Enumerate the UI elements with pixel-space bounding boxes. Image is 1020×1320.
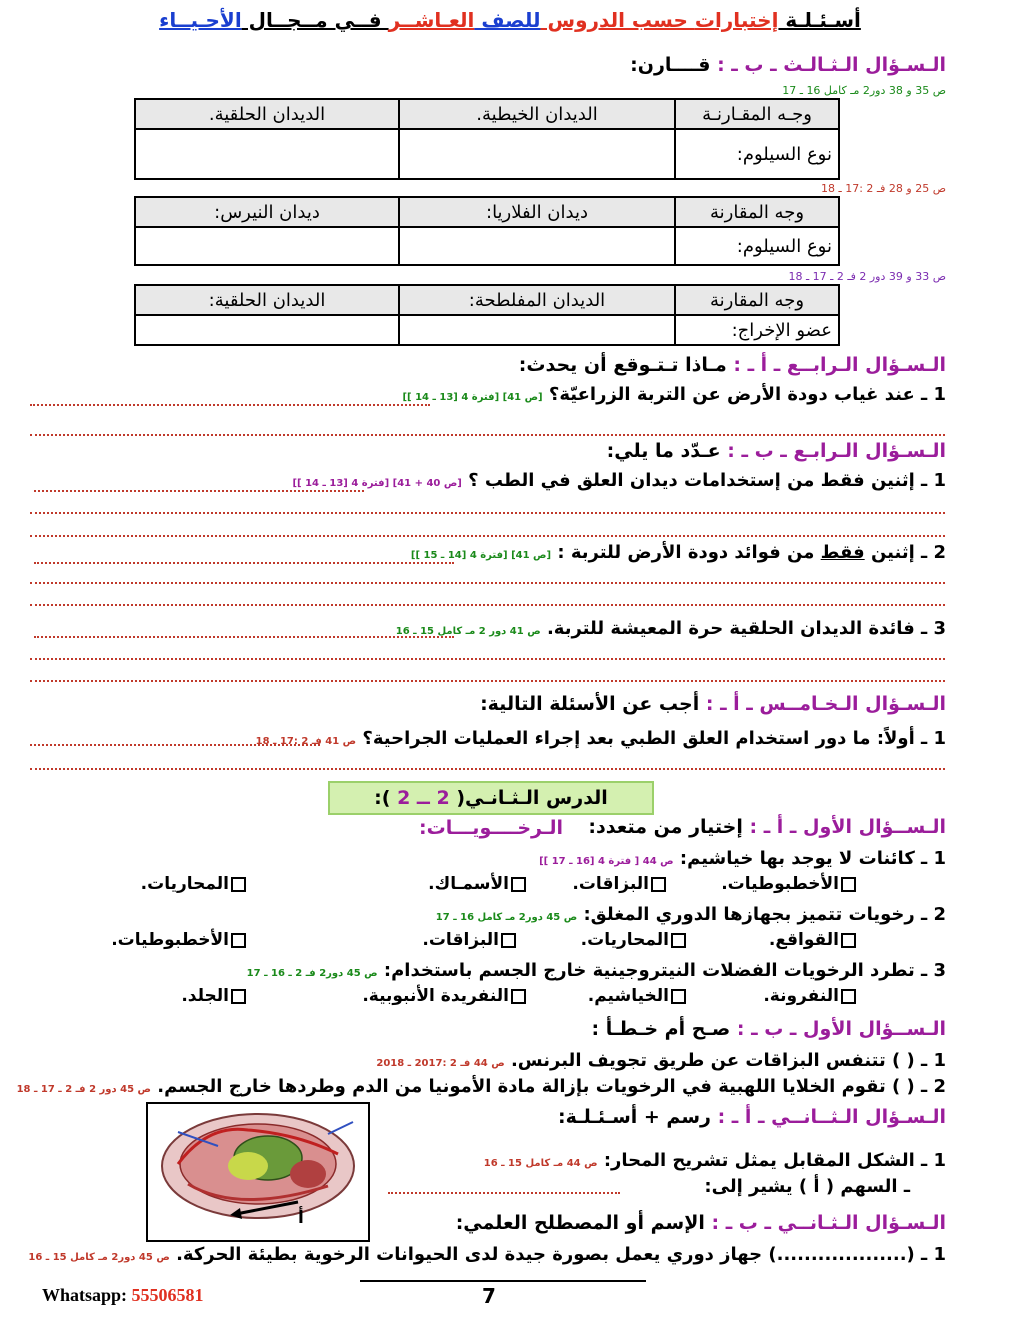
- answer-line: [30, 434, 945, 436]
- header-part-3: حسب الدروس: [540, 8, 695, 32]
- arrow-label: أ: [298, 1208, 304, 1228]
- checkbox-icon[interactable]: [841, 989, 856, 1004]
- section-5a-title: أجب عن الأسئلة التالية:: [480, 693, 706, 715]
- section-1b-label: الـســؤال الأول ـ ب ـ :: [736, 1018, 946, 1040]
- header-part-6: فــي مــجــال: [241, 8, 389, 32]
- answer-line: [34, 636, 454, 638]
- q2b-1-ref: ص 45 دور2 مـ كامل 15 ـ 16: [28, 1252, 170, 1263]
- header-part-5: العـاشــر: [388, 8, 475, 32]
- q4b-3: [396, 618, 946, 639]
- q1a-1: [539, 848, 946, 869]
- compare-table-3: [134, 284, 840, 346]
- q1a-2-option-4[interactable]: [111, 930, 246, 950]
- q1a-3-option-4-label: الجلد.: [181, 986, 229, 1006]
- table2-answer-1: [399, 227, 675, 265]
- q2b-1: [28, 1244, 946, 1265]
- section-4a-label: الـسـؤال الـرابــع ـ أ ـ :: [733, 354, 946, 376]
- table1-answer-2: [135, 129, 399, 179]
- checkbox-icon[interactable]: [501, 933, 516, 948]
- q1a-1-option-4-label: المحاريات.: [140, 874, 229, 894]
- q1a-3: [247, 960, 946, 981]
- checkbox-icon[interactable]: [511, 989, 526, 1004]
- header-part-1: أسـئـلـة: [778, 8, 861, 32]
- q1a-1-ref: ص 44 [ فترة 4 [16 ـ 17 ]]: [539, 856, 674, 867]
- checkbox-icon[interactable]: [231, 989, 246, 1004]
- table2-header-col1: ديدان الفلاريا:: [399, 197, 675, 227]
- section-2a-label: الـسـؤال الـثــانــي ـ أ ـ :: [717, 1106, 946, 1128]
- q2a-1: [484, 1150, 946, 1171]
- q1a-2-option-3-label: البزاقات.: [422, 930, 499, 950]
- header-part-7: الأحـيــاء: [159, 8, 242, 32]
- q1a-3-option-1-label: النفرونة.: [763, 986, 839, 1006]
- answer-line: [30, 404, 430, 406]
- q1a-2-option-2[interactable]: [581, 930, 686, 950]
- section-1b-title: صـح أم خـطـأ :: [591, 1018, 737, 1040]
- section-2a-title: رسم + أسـئـلـة:: [557, 1106, 718, 1128]
- lesson-banner: [328, 781, 654, 839]
- q1a-2-option-3[interactable]: [422, 930, 516, 950]
- q5a-1-text: 1 ـ أولاً: ما دور استخدام العلق الطبي بعد إجراء العمليات الجراحية؟: [362, 728, 946, 749]
- checkbox-icon[interactable]: [231, 877, 246, 892]
- q4b-2-text-a: 2 ـ إثنين: [864, 542, 946, 563]
- q2a-1-text: 1 ـ الشكل المقابل يمثل تشريح المحار:: [603, 1150, 946, 1171]
- section-4b-title: عـدّد ما يلي:: [606, 440, 728, 462]
- whatsapp-contact: [42, 1285, 204, 1306]
- section-1b-heading: [592, 1018, 946, 1040]
- table1-header-aspect: وجـه المقـارنـة: [675, 99, 839, 129]
- q5a-1: [256, 728, 946, 749]
- q1a-3-option-2[interactable]: [588, 986, 686, 1006]
- q4b-3-text: 3 ـ فائدة الديدان الحلقية حرة المعيشة للتربة.: [546, 618, 946, 639]
- lesson-title: الـرخــــويـــات:: [419, 817, 563, 839]
- q4b-2-text-b: فقط: [820, 542, 865, 563]
- section-5a-label: الـسـؤال الـخـامــس ـ أ ـ :: [705, 693, 946, 715]
- section-4b-heading: [607, 440, 946, 462]
- compare-table-2: [134, 196, 840, 266]
- q1a-2-option-4-label: الأخطبوطيات.: [111, 930, 229, 950]
- whatsapp-number: 55506581: [131, 1285, 204, 1305]
- section-4a-heading: [519, 354, 946, 376]
- section-2a-heading: [558, 1106, 946, 1128]
- q1a-1-text: 1 ـ كائنات لا يوجد بها خياشيم:: [679, 848, 946, 869]
- q1a-3-ref: ص 45 دور2 فـ 2 ـ 16 ـ 17: [246, 968, 378, 979]
- table3-header-col1: الديدان المفلطحة:: [399, 285, 675, 315]
- q1a-1-option-3-label: الأسمـاك.: [428, 874, 509, 894]
- answer-line: [388, 1192, 620, 1194]
- q1a-1-option-2[interactable]: [572, 874, 666, 894]
- section-4a-title: مـاذا تـتـوقع أن يحدث:: [518, 354, 734, 376]
- table3-answer-1: [399, 315, 675, 345]
- footer-rule: [360, 1280, 646, 1282]
- answer-line: [30, 604, 945, 606]
- q1a-1-option-1[interactable]: [721, 874, 856, 894]
- q1b-2-ref: ص 45 دور 2 فـ 2 ـ 17 ـ 18: [16, 1084, 151, 1095]
- q4b-1-ref: [ص 40 + 41] [فترة 4 [13 ـ 14 ]]: [292, 478, 462, 489]
- ref-table-2: ص 25 و 28 فـ 2 :17 ـ 18: [820, 182, 946, 195]
- answer-line: [30, 768, 945, 770]
- checkbox-icon[interactable]: [651, 877, 666, 892]
- q1a-1-option-3[interactable]: [428, 874, 526, 894]
- checkbox-icon[interactable]: [671, 933, 686, 948]
- table1-row-label: نوع السيلوم:: [675, 129, 839, 179]
- q4b-3-ref: ص 41 دور 2 مـ كامل 15 ـ 16: [395, 626, 541, 637]
- ref-table-1: ص 35 و 38 دور2 مـ كامل 16 ـ 17: [782, 84, 946, 97]
- q4a-1: [402, 384, 946, 405]
- q1a-3-option-4[interactable]: [181, 986, 246, 1006]
- q4b-1: [292, 470, 946, 491]
- q1a-2-option-1-label: القواقع.: [768, 930, 839, 950]
- q1b-2-text: 2 ـ ( ) تقوم الخلايا اللهبية في الرخويات بإزالة مادة الأمونيا من الدم وطردها خارج الجسم.: [157, 1076, 946, 1097]
- answer-line: [30, 582, 945, 584]
- q1b-1-ref: ص 44 فـ 2 :2017 ـ 2018: [376, 1058, 505, 1069]
- table2-row-label: نوع السيلوم:: [675, 227, 839, 265]
- answer-line: [30, 680, 945, 682]
- table3-answer-2: [135, 315, 399, 345]
- checkbox-icon[interactable]: [841, 877, 856, 892]
- answer-line: [30, 658, 945, 660]
- answer-line: [30, 512, 945, 514]
- section-5a-heading: [480, 693, 946, 715]
- q1a-3-option-3-label: النفريدة الأنبوبية.: [362, 986, 509, 1006]
- checkbox-icon[interactable]: [231, 933, 246, 948]
- table2-answer-2: [135, 227, 399, 265]
- q4b-2-ref: [ص 41] [فترة 4 [14 ـ 15 ]]: [410, 550, 552, 561]
- section-3b-title: قــــارن:: [630, 54, 718, 76]
- q1a-2-option-2-label: المحاريات.: [580, 930, 669, 950]
- checkbox-icon[interactable]: [841, 933, 856, 948]
- table1-header-col2: الديدان الحلقية.: [135, 99, 399, 129]
- section-1a-heading: [588, 816, 946, 838]
- q2a-1-ref: ص 44 مـ كامل 15 ـ 16: [483, 1158, 598, 1169]
- lesson-sep: ):: [374, 787, 398, 809]
- answer-line: [30, 535, 945, 537]
- section-2b-heading: [456, 1212, 946, 1234]
- q1a-1-option-4[interactable]: [141, 874, 246, 894]
- q1a-3-option-2-label: الخياشيم.: [587, 986, 669, 1006]
- section-1a-title: إختيار من متعدد:: [588, 816, 750, 838]
- section-1a-label: الـســؤال الأول ـ أ ـ :: [749, 816, 946, 838]
- table2-header-col2: ديدان النيرس:: [135, 197, 399, 227]
- q1a-1-option-2-label: البزاقات.: [572, 874, 649, 894]
- ref-table-3: ص 33 و 39 دور 2 فـ 2 ـ 17 ـ 18: [788, 270, 946, 283]
- q1a-2-text: 2 ـ رخويات تتميز بجهازها الدوري المغلق:: [583, 904, 946, 925]
- q2a-1-sub: ـ السهم ( أ ) يشير إلى:: [704, 1176, 910, 1197]
- page-header: [0, 8, 1020, 32]
- lesson-label: الدرس الـثـانـي(: [449, 787, 608, 809]
- q1b-1-text: 1 ـ ( ) تتنفس البزاقات عن طريق تجويف البرنس.: [510, 1050, 946, 1071]
- table3-header-aspect: وجه المقارنة: [675, 285, 839, 315]
- q1a-3-option-1[interactable]: [763, 986, 856, 1006]
- q1b-1: [376, 1050, 946, 1071]
- q4b-1-text: 1 ـ إثنين فقط من إستخدامات ديدان العلق في الطب ؟: [468, 470, 946, 491]
- section-4b-label: الـسـؤال الـرابـع ـ ب ـ :: [727, 440, 946, 462]
- section-3b-label: الـسـؤال الـثـالـث ـ ب ـ :: [717, 54, 946, 76]
- answer-line: [30, 744, 320, 746]
- oyster-anatomy-figure: [146, 1102, 370, 1242]
- header-part-2: إختبارات: [694, 8, 779, 32]
- q4b-2: [411, 542, 946, 563]
- table3-header-col2: الديدان الحلقية:: [135, 285, 399, 315]
- q1a-1-option-1-label: الأخطبوطيات.: [721, 874, 839, 894]
- table3-row-label: عضو الإخراج:: [675, 315, 839, 345]
- answer-line: [34, 562, 454, 564]
- answer-line: [34, 490, 364, 492]
- lesson-number: 2 ــ 2: [397, 787, 450, 809]
- q4a-1-ref: [ص 41] [فترة 4 [13 ـ 14 ]]: [402, 392, 543, 403]
- header-part-4: للصف: [474, 8, 541, 32]
- q5a-1-ref: ص 41 فـ 2 :17 ـ 18: [255, 736, 357, 747]
- q1a-2-option-1[interactable]: [769, 930, 856, 950]
- whatsapp-label: Whatsapp:: [42, 1285, 132, 1305]
- section-2b-label: الـسـؤال الـثـانــي ـ ب ـ :: [711, 1212, 946, 1234]
- q1a-3-text: 3 ـ تطرد الرخويات الفضلات النيتروجينية خارج الجسم باستخدام:: [383, 960, 946, 981]
- checkbox-icon[interactable]: [671, 989, 686, 1004]
- table1-header-col1: الديدان الخيطية.: [399, 99, 675, 129]
- q4a-1-text: 1 ـ عند غياب دودة الأرض عن التربة الزراعيّة؟: [548, 384, 946, 405]
- oyster-anatomy-image: [148, 1104, 368, 1240]
- table2-header-aspect: وجه المقارنة: [675, 197, 839, 227]
- q1b-2: [17, 1076, 946, 1097]
- page-number: 7: [482, 1284, 496, 1308]
- q1a-2-ref: ص 45 دور2 مـ كامل 16 ـ 17: [435, 912, 578, 923]
- q1a-3-option-3[interactable]: [362, 986, 526, 1006]
- checkbox-icon[interactable]: [511, 877, 526, 892]
- section-3b-heading: [630, 54, 946, 76]
- q2b-1-text: 1 ـ (...................) جهاز دوري يعمل بصورة جيدة لدى الحيوانات الرخوية بطيئة الحركة.: [176, 1244, 946, 1265]
- section-2b-title: الإسم أو المصطلح العلمي:: [455, 1212, 712, 1234]
- compare-table-1: [134, 98, 840, 180]
- q1a-2: [436, 904, 946, 925]
- table1-answer-1: [399, 129, 675, 179]
- q4b-2-text-c: من فوائد دودة الأرض للتربة :: [557, 542, 821, 563]
